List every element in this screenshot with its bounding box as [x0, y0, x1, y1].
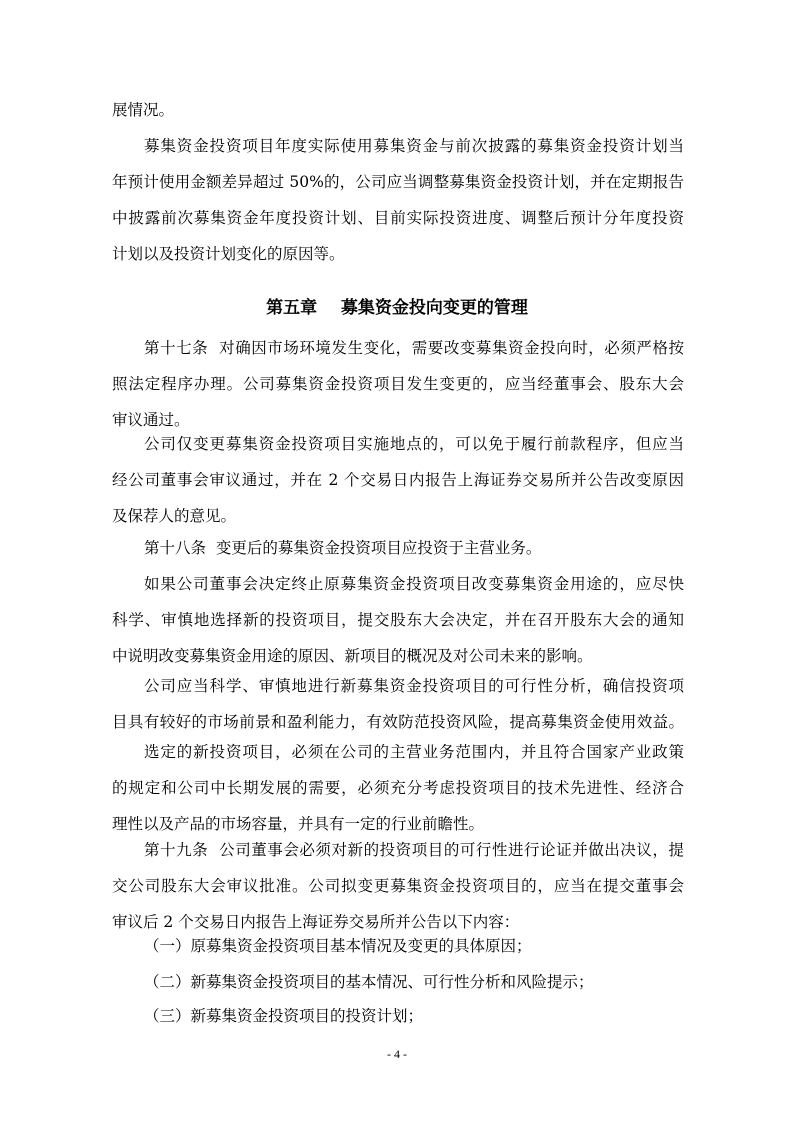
- text-line: （一）原募集资金投资项目基本情况及变更的具体原因；: [144, 937, 532, 955]
- text-line: 及保荐人的意见。: [112, 507, 237, 525]
- text-line: 审议后 2 个交易日内报告上海证券交易所并公告以下内容：: [112, 913, 520, 931]
- text-line: 计划以及投资计划变化的原因等。: [112, 245, 345, 263]
- text-line: 展情况。: [112, 101, 175, 119]
- paragraph-feasibility: [112, 668, 684, 740]
- text-line: 公司仅变更募集资金投资项目实施地点的，可以免于履行前款程序，但应当: [144, 435, 684, 453]
- text-line: 照法定程序办理。公司募集资金投资项目发生变更的，应当经董事会、股东大会: [112, 375, 684, 393]
- text-line: （二）新募集资金投资项目的基本情况、可行性分析和风险提示；: [144, 973, 594, 991]
- list-item-3: [112, 998, 684, 1034]
- list-item-1: [112, 928, 684, 964]
- text-line: 科学、审慎地选择新的投资项目，提交股东大会决定，并在召开股东大会的通知: [112, 611, 684, 629]
- text-line: 第十九条 公司董事会必须对新的投资项目的可行性进行论证并做出决议，提: [144, 841, 684, 859]
- text-line: 年预计使用金额差异超过 50%的，公司应当调整募集资金投资计划，并在定期报告: [112, 173, 684, 191]
- list-item-2: [112, 964, 684, 1000]
- page-number: - 4 -: [387, 1047, 407, 1061]
- text-line: 选定的新投资项目，必须在公司的主营业务范围内，并且符合国家产业政策: [144, 743, 684, 761]
- paragraph-location-change: [112, 426, 684, 534]
- article-17: [112, 330, 684, 438]
- paragraph-terminate-project: [112, 566, 684, 674]
- paragraph-annual-deviation: [112, 128, 684, 272]
- text-line: 如果公司董事会决定终止原募集资金投资项目改变募集资金用途的，应尽快: [144, 575, 684, 593]
- paragraph-intro-tail: [112, 92, 684, 128]
- text-line: 目具有较好的市场前景和盈利能力，有效防范投资风险，提高募集资金使用效益。: [112, 713, 684, 731]
- text-line: 公司应当科学、审慎地进行新募集资金投资项目的可行性分析，确信投资项: [144, 677, 684, 695]
- text-line: 第十七条 对确因市场环境发生变化，需要改变募集资金投向时，必须严格按: [144, 339, 684, 357]
- text-line: 理性以及产品的市场容量，并具有一定的行业前瞻性。: [112, 815, 485, 833]
- text-line: 中说明改变募集资金用途的原因、新项目的概况及对公司未来的影响。: [112, 647, 593, 665]
- text-line: 经公司董事会审议通过，并在 2 个交易日内报告上海证券交易所并公告改变原因: [112, 471, 684, 489]
- text-line: 交公司股东大会审议批准。公司拟变更募集资金投资项目的，应当在提交董事会: [112, 877, 684, 895]
- text-line: （三）新募集资金投资项目的投资计划；: [144, 1007, 424, 1025]
- paragraph-selected-project: [112, 734, 684, 842]
- text-line: 募集资金投资项目年度实际使用募集资金与前次披露的募集资金投资计划当: [144, 137, 684, 155]
- article-18: [112, 530, 684, 566]
- text-line: 中披露前次募集资金年度投资计划、目前实际投资进度、调整后预计分年度投资: [112, 209, 684, 227]
- text-line: 审议通过。: [112, 411, 190, 429]
- article-19: [112, 832, 684, 940]
- text-line: 第十八条 变更后的募集资金投资项目应投资于主营业务。: [144, 539, 542, 557]
- text-line: 的规定和公司中长期发展的需要，必须充分考虑投资项目的技术先进性、经济合: [112, 779, 684, 797]
- chapter-title: 第五章 募集资金投向变更的管理: [266, 298, 528, 318]
